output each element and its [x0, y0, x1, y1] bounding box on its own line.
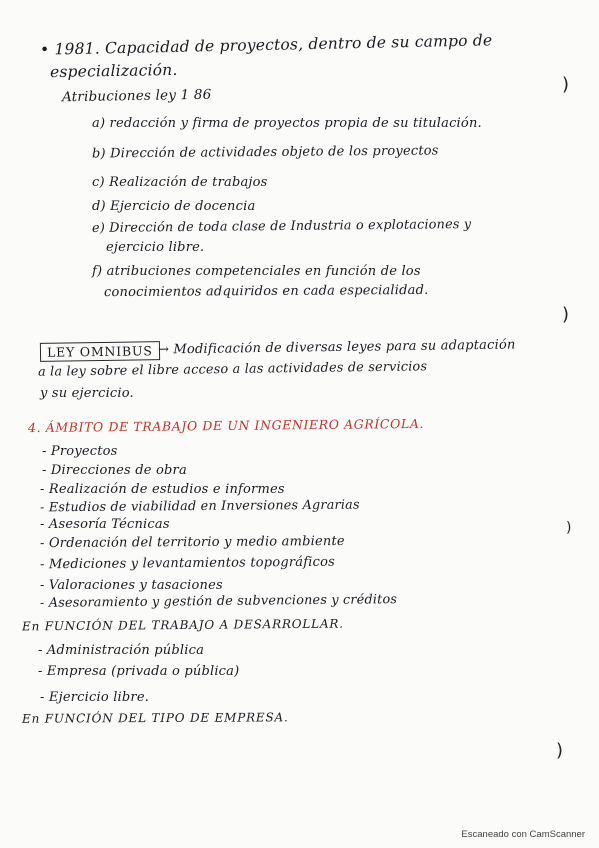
margin-mark: )	[562, 304, 570, 325]
ley-omnibus-line-2: a la ley sobre el libre acceso a las actividades de servicios	[37, 359, 428, 380]
ley-omnibus-line-3: y su ejercicio.	[40, 386, 134, 401]
atribucion-b: b) Dirección de actividades objeto de los proyectos	[91, 143, 439, 162]
ambito-item: - Valoraciones y tasaciones	[40, 578, 223, 593]
atribucion-f: f) atribuciones competenciales en función de los	[92, 264, 421, 279]
scanner-watermark: Escaneado con CamScanner	[461, 829, 585, 840]
section-4-heading: 4. ÁMBITO DE TRABAJO DE UN INGENIERO AGRÍCOLA.	[27, 415, 425, 436]
margin-mark: )	[562, 74, 570, 95]
funcion-trabajo-item: - Ejercicio libre.	[40, 690, 150, 705]
funcion-trabajo-item: - Administración pública	[38, 643, 205, 658]
atribucion-e-cont: ejercicio libre.	[106, 240, 205, 255]
margin-mark: )	[556, 740, 564, 761]
ley-omnibus-line-1: → Modificación de diversas leyes para su adaptación	[157, 337, 516, 358]
ley-omnibus-box: LEY OMNIBUS	[40, 341, 160, 362]
ambito-item: - Mediciones y levantamientos topográficos	[39, 554, 336, 573]
ambito-item: - Direcciones de obra	[42, 463, 187, 478]
atribucion-f-cont: conocimientos adquiridos en cada especialidad.	[103, 282, 429, 301]
funcion-trabajo-heading: En FUNCIÓN DEL TRABAJO A DESARROLLAR.	[21, 616, 344, 634]
funcion-empresa-heading: En FUNCIÓN DEL TIPO DE EMPRESA.	[21, 710, 289, 726]
atribucion-d: d) Ejercicio de docencia	[92, 199, 256, 214]
ambito-item: - Proyectos	[42, 444, 118, 459]
intro-line-2: especialización.	[49, 60, 178, 82]
atribucion-a: a) redacción y firma de proyectos propia de su titulación.	[92, 116, 482, 131]
margin-mark: )	[566, 520, 572, 536]
ambito-item: - Estudios de viabilidad en Inversiones Agrarias	[39, 497, 360, 516]
funcion-trabajo-item: - Empresa (privada o pública)	[38, 664, 240, 679]
atribuciones-heading: Atribuciones ley 1 86	[61, 86, 212, 106]
atribucion-e: e) Dirección de toda clase de Industria o explotaciones y	[91, 217, 472, 236]
ambito-item: - Asesoramiento y gestión de subvenciones y créditos	[39, 592, 398, 611]
intro-line-1: • 1981. Capacidad de proyectos, dentro de su campo de	[39, 31, 493, 59]
ambito-item: - Ordenación del territorio y medio ambiente	[39, 533, 345, 552]
ambito-item: - Realización de estudios e informes	[40, 482, 285, 497]
ambito-item: - Asesoría Técnicas	[40, 517, 170, 532]
atribucion-c: c) Realización de trabajos	[92, 175, 268, 190]
